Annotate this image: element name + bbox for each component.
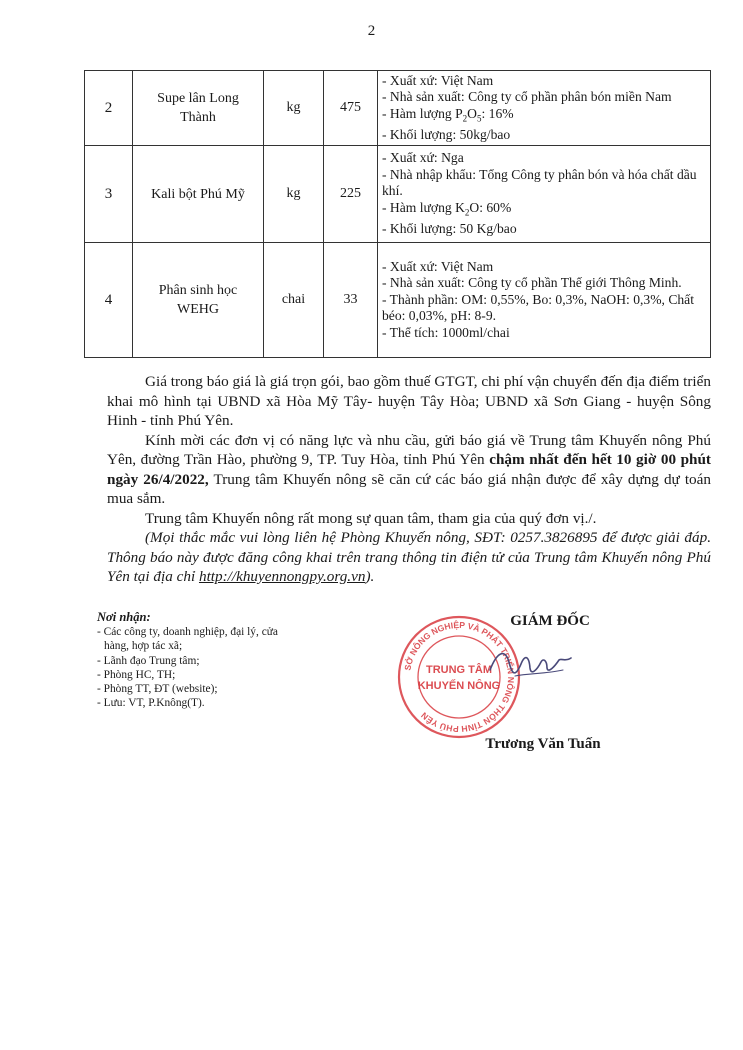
product-unit: kg — [264, 71, 324, 146]
product-name: Supe lân Long Thành — [133, 71, 264, 146]
spec-content: - Hàm lượng $P_2O_5$: 16% — [382, 105, 514, 124]
table-row — [85, 146, 711, 243]
recipient-item: - Lưu: VT, P.Knông(T). — [97, 697, 205, 710]
row-number: 2 — [85, 71, 133, 146]
spec-composition: - Thành phần: OM: 0,55%, Bo: 0,3%, NaOH: 0,3%, Chất béo: 0,03%, pH: 8-9. — [382, 291, 694, 324]
product-quantity: 475 — [324, 71, 378, 146]
handwritten-signature — [485, 640, 575, 690]
spec-origin: - Xuất xứ: Nga — [382, 150, 464, 166]
seal-ring-text: SỞ NÔNG NGHIỆP VÀ PHÁT TRIỂN NÔNG THÔN TỈNH PHÚ YÊN — [402, 619, 517, 735]
product-specification — [378, 71, 711, 146]
contact-paragraph: (Mọi thắc mắc vui lòng liên hệ Phòng Khuyến nông, SĐT: 0257.3826895 để được giải đáp. Thông báo này được đăng công khai trên trang thông tin điện tử của Trung tâm Khuyến nông Phú Yên tại địa chỉ http://khuyennongpy.org.vn). — [107, 529, 711, 585]
spec-maker: - Nhà sản xuất: Công ty cổ phần phân bón miền Nam — [382, 89, 672, 105]
product-specification — [378, 146, 711, 243]
invitation-paragraph: Kính mời các đơn vị có năng lực và nhu cầu, gửi báo giá về Trung tâm Khuyến nông Phú Yên, đường Trần Hào, phường 9, TP. Tuy Hòa, tỉnh Phú Yên chậm nhất đến hết 10 giờ 00 phút ngày 26/4/2022, Trung tâm Khuyến nông sẽ căn cứ các báo giá nhận được để xây dựng dự toán mua sắm. — [107, 431, 711, 507]
website-link[interactable]: http://khuyennongpy.org.vn — [198, 568, 366, 585]
recipient-item: - Phòng TT, ĐT (website); — [97, 683, 218, 696]
product-unit: chai — [264, 243, 324, 358]
spec-weight: - Khối lượng: 50kg/bao — [382, 126, 511, 142]
spec-weight: - Khối lượng: 50 Kg/bao — [382, 221, 517, 237]
signer-title: GIÁM ĐỐC — [510, 613, 590, 629]
recipient-item: - Lãnh đạo Trung tâm; — [97, 654, 200, 667]
table-row — [85, 243, 711, 358]
product-quantity: 225 — [324, 146, 378, 243]
seal-text-line2: KHUYẾN NÔNG — [417, 680, 501, 692]
product-quantity: 33 — [324, 243, 378, 358]
spec-volume: - Thể tích: 1000ml/chai — [382, 324, 510, 340]
recipient-item: hàng, hợp tác xã; — [104, 640, 183, 653]
recipient-item: - Phòng HC, TH; — [97, 668, 176, 681]
spec-maker: - Nhà sản xuất: Công ty cổ phần Thế giới Thông Minh. — [382, 275, 682, 291]
page-number: 2 — [367, 23, 376, 39]
product-name: Kali bột Phú Mỹ — [133, 146, 264, 243]
seal-text-line1: TRUNG TÂM — [426, 664, 492, 676]
spec-origin: - Xuất xứ: Việt Nam — [382, 72, 494, 88]
deadline-text: chậm nhất đến hết 10 giờ 00 phút ngày 26/4/2022, — [107, 451, 711, 488]
spec-content: - Hàm lượng $K_2O$: 60% — [382, 199, 512, 218]
signer-name: Trương Văn Tuấn — [485, 736, 601, 752]
product-specification — [378, 243, 711, 358]
products-table — [84, 70, 711, 358]
notice-body — [107, 372, 711, 587]
row-number: 3 — [85, 146, 133, 243]
product-unit: kg — [264, 146, 324, 243]
spec-importer: - Nhà nhập khẩu: Tổng Công ty phân bón và hóa chất dầu khí. — [382, 166, 697, 199]
product-name: Phân sinh học WEHG — [133, 243, 264, 358]
recipients-title: Nơi nhận: — [97, 610, 151, 624]
closing-paragraph: Trung tâm Khuyến nông rất mong sự quan tâm, tham gia của quý đơn vị./. — [145, 509, 597, 527]
recipients-block — [97, 610, 367, 710]
spec-origin: - Xuất xứ: Việt Nam — [382, 258, 494, 274]
recipient-item: - Các công ty, doanh nghiệp, đại lý, cửa — [97, 626, 278, 639]
table-row — [85, 71, 711, 146]
price-terms-paragraph: Giá trong báo giá là giá trọn gói, bao gồm thuế GTGT, chi phí vận chuyển đến địa điểm triển khai mô hình tại UBND xã Hòa Mỹ Tây- huyện Tây Hòa; UBND xã Sơn Giang - huyện Sông Hinh - tỉnh Phú Yên. — [107, 373, 711, 429]
row-number: 4 — [85, 243, 133, 358]
